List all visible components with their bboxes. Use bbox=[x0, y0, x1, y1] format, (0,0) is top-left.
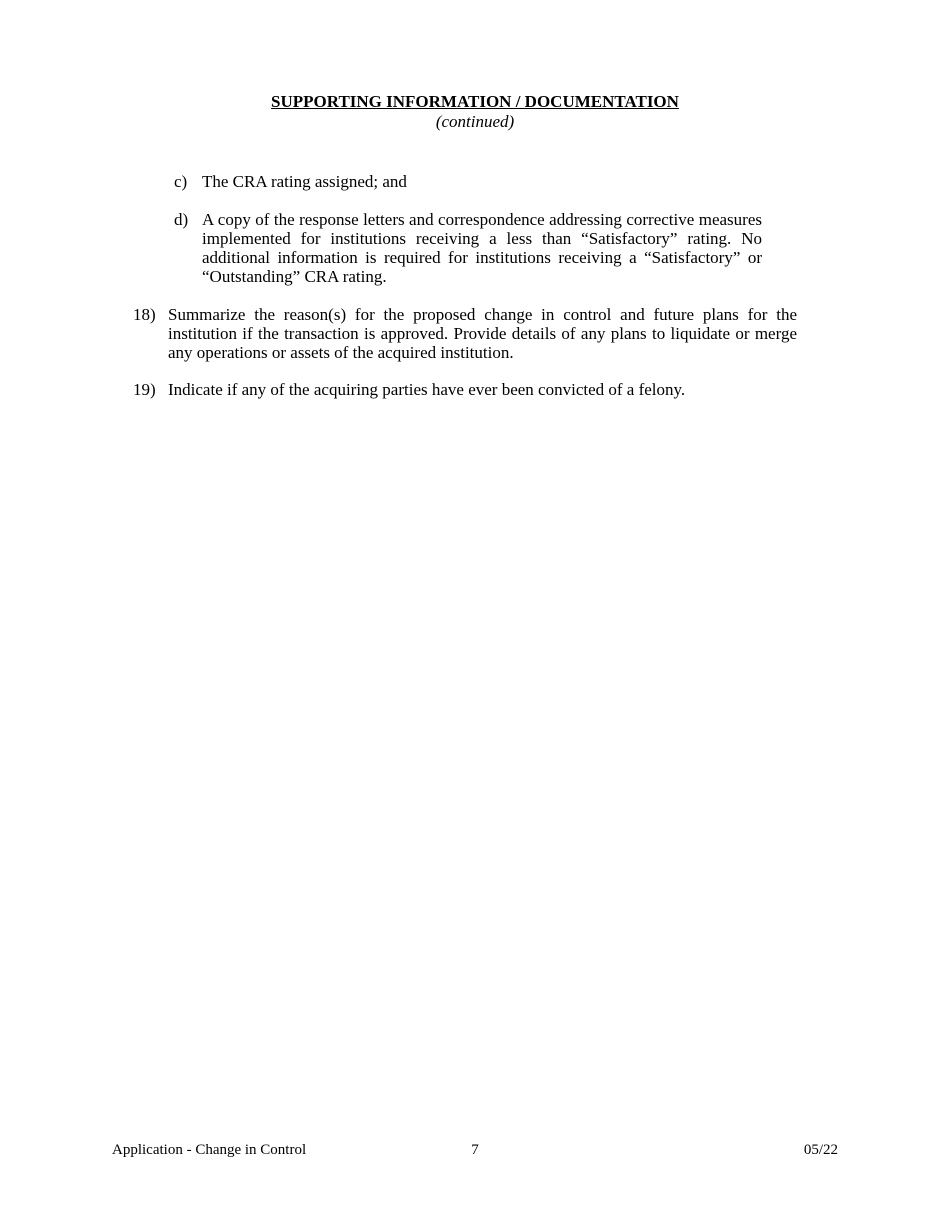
list-marker: 19) bbox=[133, 380, 156, 399]
list-item-19 bbox=[133, 380, 797, 399]
list-marker: d) bbox=[174, 210, 189, 229]
list-item-d bbox=[174, 210, 762, 286]
list-item-text: A copy of the response letters and correspondence addressing corrective measures implemented for institutions receiving a less than “Satisfactory” rating. No additional information is required for institutions receiving a “Satisfactory” or “Outstanding” CRA rating. bbox=[202, 210, 762, 286]
list-marker: c) bbox=[174, 172, 188, 191]
list-item-text: The CRA rating assigned; and bbox=[202, 172, 407, 191]
footer-document-title: Application - Change in Control bbox=[112, 1142, 307, 1158]
list-item-text: Summarize the reason(s) for the proposed change in control and future plans for the institution if the transaction is approved. Provide details of any plans to liquidate or merge any operations or assets of the acquired institution. bbox=[168, 305, 797, 362]
page-subtitle: (continued) bbox=[435, 112, 515, 131]
list-item-text: Indicate if any of the acquiring parties have ever been convicted of a felony. bbox=[168, 380, 686, 399]
list-item-18 bbox=[133, 305, 797, 362]
footer-page-number: 7 bbox=[471, 1142, 479, 1158]
page-header bbox=[0, 92, 950, 132]
page-title: SUPPORTING INFORMATION / DOCUMENTATION bbox=[271, 92, 679, 111]
list-marker: 18) bbox=[133, 305, 156, 324]
footer-date: 05/22 bbox=[803, 1142, 838, 1158]
list-item-c bbox=[174, 172, 762, 191]
